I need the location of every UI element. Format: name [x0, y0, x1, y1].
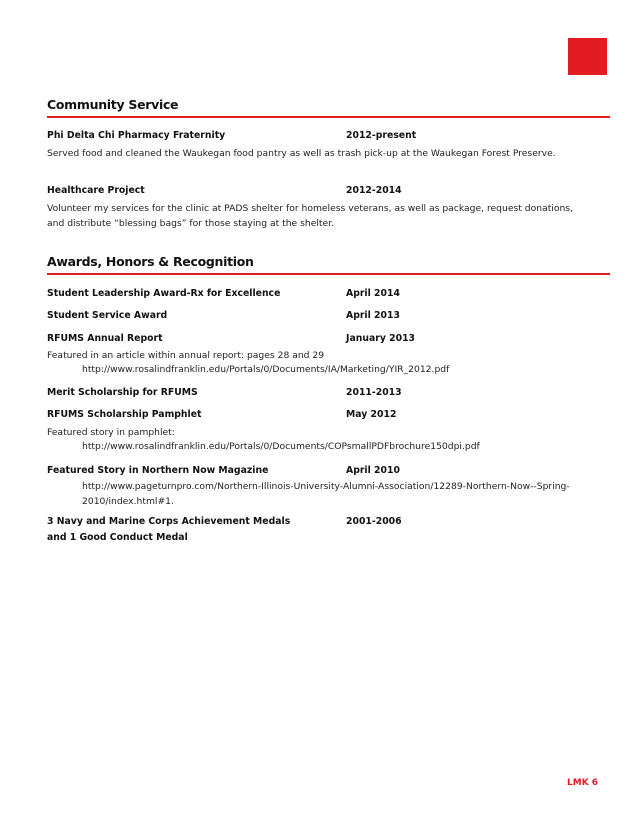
- entry-title: Phi Delta Chi Pharmacy Fraternity: [47, 130, 226, 141]
- entry-description: Featured story in pamphlet:: [47, 427, 175, 438]
- entry-date: 2011-2013: [346, 387, 402, 398]
- entry-link[interactable]: http://www.rosalindfranklin.edu/Portals/0/Documents/COPsmallPDFbrochure150dpi.pdf: [82, 441, 480, 452]
- entry-title: Healthcare Project: [47, 185, 145, 196]
- entry-title: Merit Scholarship for RFUMS: [47, 387, 198, 398]
- entry-date: January 2013: [346, 333, 416, 344]
- entry-description: Featured in an article within annual report: pages 28 and 29: [47, 350, 325, 361]
- entry-date: 2012-2014: [346, 185, 402, 196]
- page-number: LMK 6: [567, 778, 599, 788]
- entry-date: April 2014: [346, 288, 400, 299]
- entry-title: RFUMS Scholarship Pamphlet: [47, 409, 202, 420]
- entry-title: 3 Navy and Marine Corps Achievement Medals: [47, 516, 291, 527]
- entry-date: 2001-2006: [346, 516, 402, 527]
- entry-title: Student Leadership Award-Rx for Excellence: [47, 288, 281, 299]
- entry-title: Featured Story in Northern Now Magazine: [47, 465, 269, 476]
- section-title-community-service: Community Service: [47, 97, 179, 112]
- entry-title-continued: and 1 Good Conduct Medal: [47, 532, 188, 543]
- entry-title: RFUMS Annual Report: [47, 333, 163, 344]
- section-divider: [47, 116, 610, 118]
- entry-date: 2012-present: [346, 130, 417, 141]
- section-divider: [47, 273, 610, 275]
- entry-description: Volunteer my services for the clinic at PADS shelter for homeless veterans, as well as package, request donations, and distribute “blessing bags” for those staying at the shelter.: [47, 203, 574, 229]
- entry-date: April 2013: [346, 310, 400, 321]
- entry-date: April 2010: [346, 465, 400, 476]
- section-title-awards: Awards, Honors & Recognition: [47, 254, 254, 269]
- entry-description: Served food and cleaned the Waukegan food pantry as well as trash pick-up at the Waukegan Forest Preserve.: [47, 148, 556, 159]
- accent-block: [568, 38, 607, 75]
- entry-link[interactable]: http://www.pageturnpro.com/Northern-Illinois-University-Alumni-Association/12289-Northern-Now--Spring-2010/index.html#1.: [82, 481, 570, 507]
- entry-link[interactable]: http://www.rosalindfranklin.edu/Portals/0/Documents/IA/Marketing/YIR_2012.pdf: [82, 364, 450, 375]
- entry-date: May 2012: [346, 409, 397, 420]
- entry-title: Student Service Award: [47, 310, 168, 321]
